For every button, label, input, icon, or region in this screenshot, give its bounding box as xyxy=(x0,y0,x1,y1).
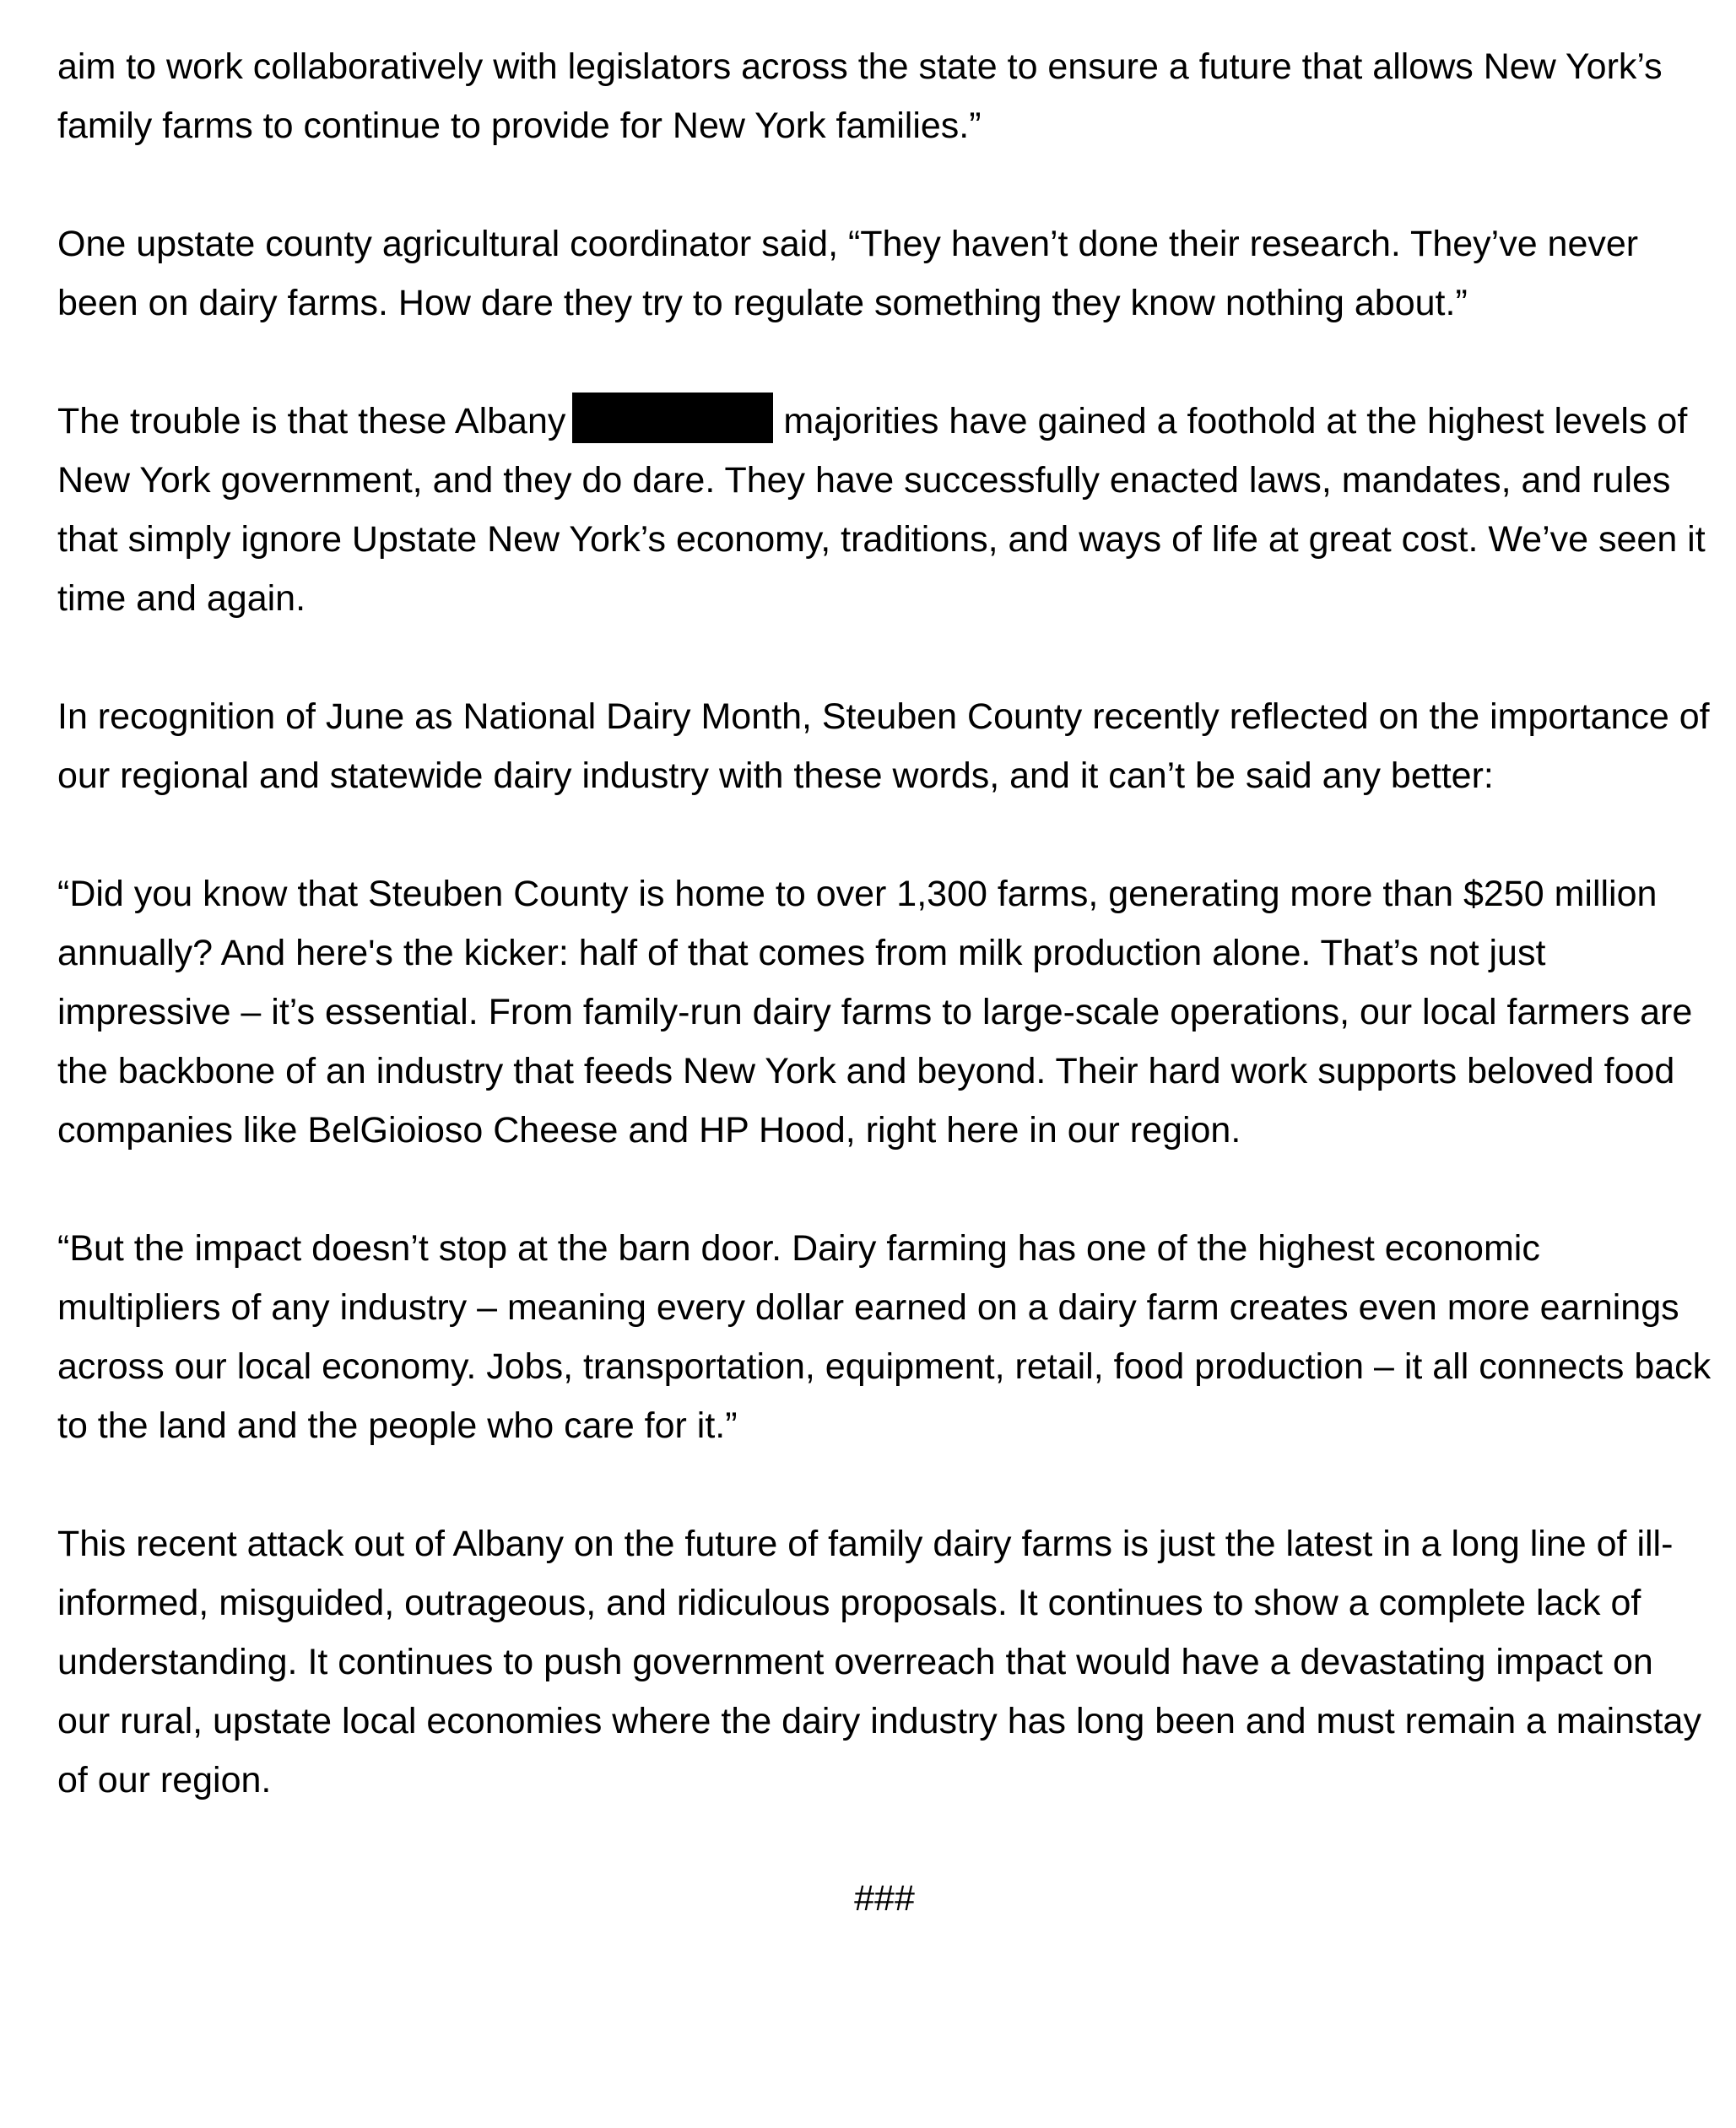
paragraph-2: One upstate county agricultural coordinator said, “They haven’t done their research. They’ve never been on dairy farms. How dare they try to regulate something they know nothing about.” xyxy=(57,224,1639,323)
paragraph-6-quote: “But the impact doesn’t stop at the barn door. Dairy farming has one of the highest economic multipliers of any industry – meaning every dollar earned on a dairy farm creates even more earnings across our local economy. Jobs, transportation, equipment, retail, food production – it all connects back to the land and the people who care for it.” xyxy=(57,1228,1712,1446)
document-page xyxy=(57,37,1712,1928)
paragraph-3-after-redaction: majorities have gained a foothold at the highest levels of New York government, and they do dare. They have successfully enacted laws, mandates, and rules that simply ignore Upstate New York’s economy, traditions, and ways of life at great cost. We’ve seen it time and again. xyxy=(57,401,1706,619)
paragraph-5-quote: “Did you know that Steuben County is home to over 1,300 farms, generating more than $250 million annually? And here's the kicker: half of that comes from milk production alone. That’s not just impressive – it’s essential. From family-run dairy farms to large-scale operations, our local farmers are the backbone of an industry that feeds New York and beyond. Their hard work supports beloved food companies like BelGioioso Cheese and HP Hood, right here in our region. xyxy=(57,874,1693,1151)
paragraph-3-before-redaction: The trouble is that these Albany xyxy=(57,401,566,441)
paragraph-3 xyxy=(57,392,1712,628)
redaction-box xyxy=(572,393,773,443)
paragraph-7: This recent attack out of Albany on the future of family dairy farms is just the latest in a long line of ill-informed, misguided, outrageous, and ridiculous proposals. It continues to show a complete lack of understanding. It continues to push government overreach that would have a devastating impact on our rural, upstate local economies where the dairy industry has long been and must remain a mainstay of our region. xyxy=(57,1524,1701,1800)
paragraph-4: In recognition of June as National Dairy Month, Steuben County recently reflected on the importance of our regional and statewide dairy industry with these words, and it can’t be said any better: xyxy=(57,696,1710,796)
paragraph-1: aim to work collaboratively with legislators across the state to ensure a future that allows New York’s family farms to continue to provide for New York families.” xyxy=(57,46,1663,146)
end-mark: ### xyxy=(854,1878,915,1919)
